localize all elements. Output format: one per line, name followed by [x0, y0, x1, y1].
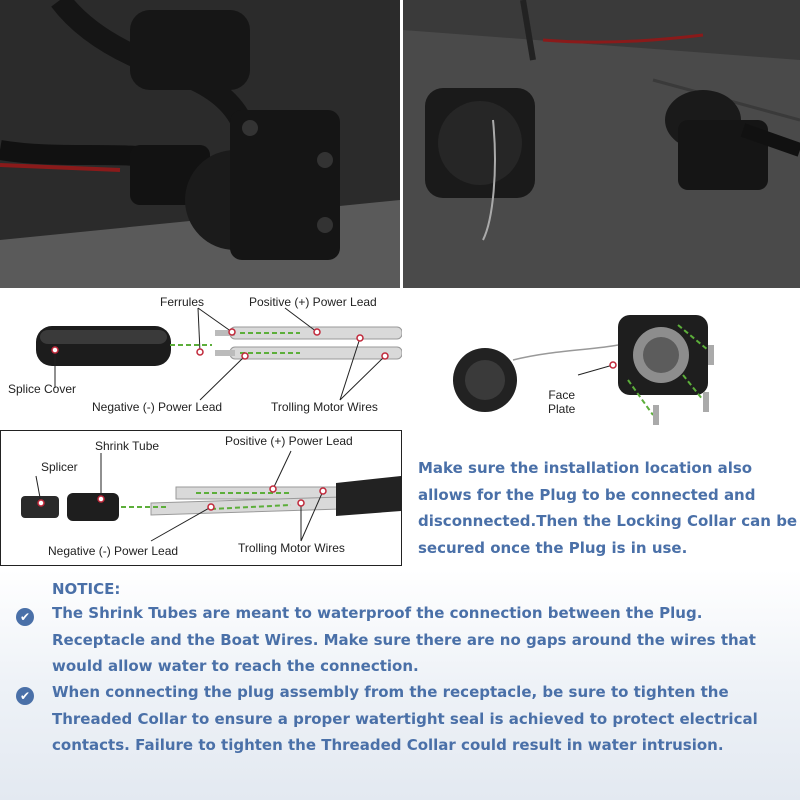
- label-trolling-motor-wires: Trolling Motor Wires: [238, 541, 345, 555]
- notice-title: NOTICE:: [52, 580, 121, 598]
- label-negative-lead: Negative (-) Power Lead: [48, 544, 179, 558]
- diagram-face-plate: [403, 290, 800, 426]
- photo-plug-receptacle-installed: [0, 0, 400, 288]
- label-splicer: Splicer: [41, 460, 78, 474]
- diagram-shrink-tube: [0, 430, 402, 566]
- photo-carpet-illustration: [403, 0, 800, 288]
- label-ferrules: Ferrules: [160, 295, 205, 309]
- photo-receptacle-on-carpet: [403, 0, 800, 288]
- install-note: Make sure the installation location also allows for the Plug to be connected and disconnected.Then the Locking Collar can be secured once the Plug is in use.: [418, 459, 798, 557]
- notice-item-shrink-tubes: The Shrink Tubes are meant to waterproof the connection between the Plug. Receptacle and the Boat Wires. Make sure there are no gaps around the wires that would allow water to reach the connection.: [52, 604, 756, 675]
- check-circle-icon: ✔: [16, 608, 34, 626]
- label-positive-lead: Positive (+) Power Lead: [249, 295, 377, 309]
- face-plate-drawing: [403, 290, 800, 426]
- label-trolling-motor-wires: Trolling Motor Wires: [271, 400, 378, 414]
- label-positive-lead: Positive (+) Power Lead: [225, 434, 353, 448]
- photo-illustration: [0, 0, 400, 288]
- check-circle-icon: ✔: [16, 687, 34, 705]
- label-shrink-tube: Shrink Tube: [95, 439, 160, 453]
- label-splice-cover: Splice Cover: [8, 382, 77, 396]
- label-negative-lead: Negative (-) Power Lead: [92, 400, 223, 414]
- diagram-splice-cover: [0, 290, 402, 426]
- notice-item-threaded-collar: When connecting the plug assembly from the receptacle, be sure to tighten the Threaded Collar to ensure a proper watertight seal is achieved to protect electrical contacts. Failure to tighten the Threaded Collar could result in water intrusion.: [52, 683, 758, 754]
- label-face-plate: Face Plate: [548, 388, 576, 416]
